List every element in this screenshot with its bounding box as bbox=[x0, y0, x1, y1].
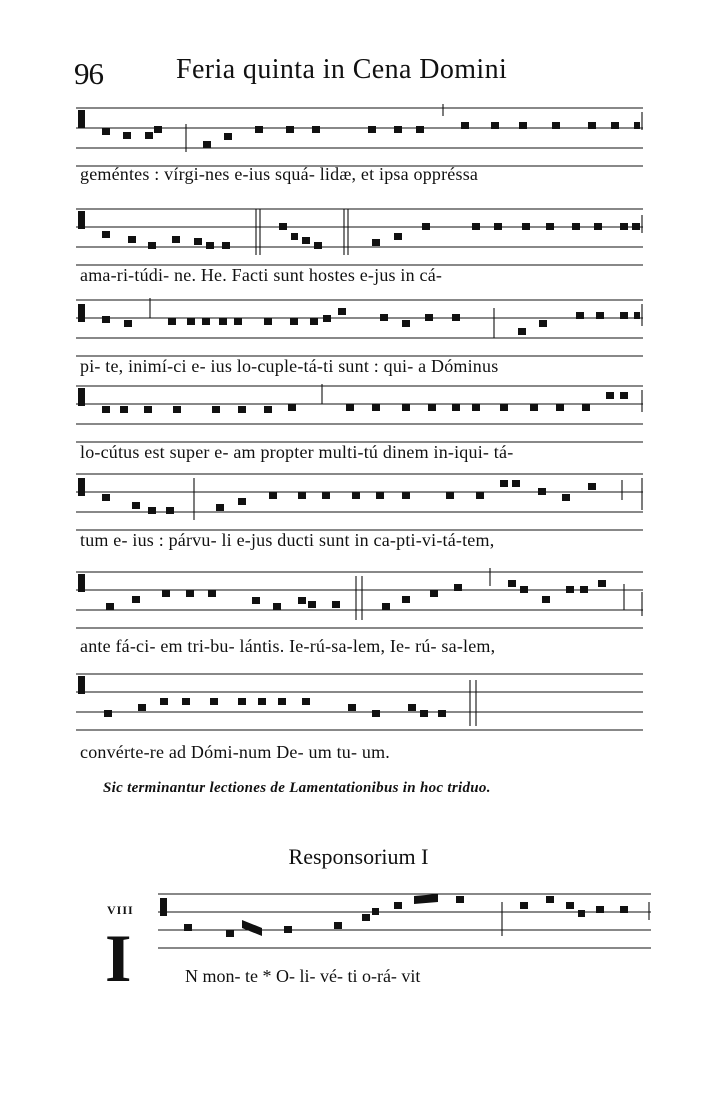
lyrics-line: convérte-re ad Dómi-num De- um tu- um. bbox=[80, 742, 391, 762]
rubric: Sic terminantur lectiones de Lamentationibus in hoc triduo. bbox=[103, 780, 491, 796]
music-staff bbox=[76, 205, 643, 269]
section-title: Responsorium I bbox=[288, 844, 429, 869]
music-staff bbox=[76, 296, 643, 360]
mode-label: VIII bbox=[107, 903, 134, 917]
lyrics-line: ante fá-ci- em tri-bu- lántis. Ie-rú-sa-lem, Ie- rú- sa-lem, bbox=[80, 636, 496, 656]
initial-letter: I bbox=[105, 920, 132, 996]
music-staff bbox=[76, 568, 643, 632]
music-staff bbox=[76, 470, 643, 534]
music-staff bbox=[76, 382, 643, 446]
page-title: Feria quinta in Cena Domini bbox=[176, 54, 508, 85]
lyrics-line: lo-cútus est super e- am propter multi-tú dinem in-iqui- tá- bbox=[80, 442, 514, 462]
lyrics-line: geméntes : vírgi-nes e-ius squá- lidæ, et ipsa oppréssa bbox=[80, 164, 479, 184]
lyrics-line: tum e- ius : párvu- li e-jus ducti sunt in ca-pti-vi-tá-tem, bbox=[80, 530, 495, 550]
music-staff bbox=[158, 890, 651, 950]
lyrics-line: pi- te, inimí-ci e- ius lo-cuple-tá-ti sunt : qui- a Dóminus bbox=[80, 356, 499, 376]
lyrics-line: N mon- te * O- li- vé- ti o-rá- vit bbox=[185, 966, 421, 986]
page-number: 96 bbox=[74, 56, 103, 91]
lyrics-line: ama-ri-túdi- ne. He. Facti sunt hostes e-jus in cá- bbox=[80, 265, 443, 285]
music-staff bbox=[76, 104, 643, 168]
music-staff bbox=[76, 670, 643, 734]
